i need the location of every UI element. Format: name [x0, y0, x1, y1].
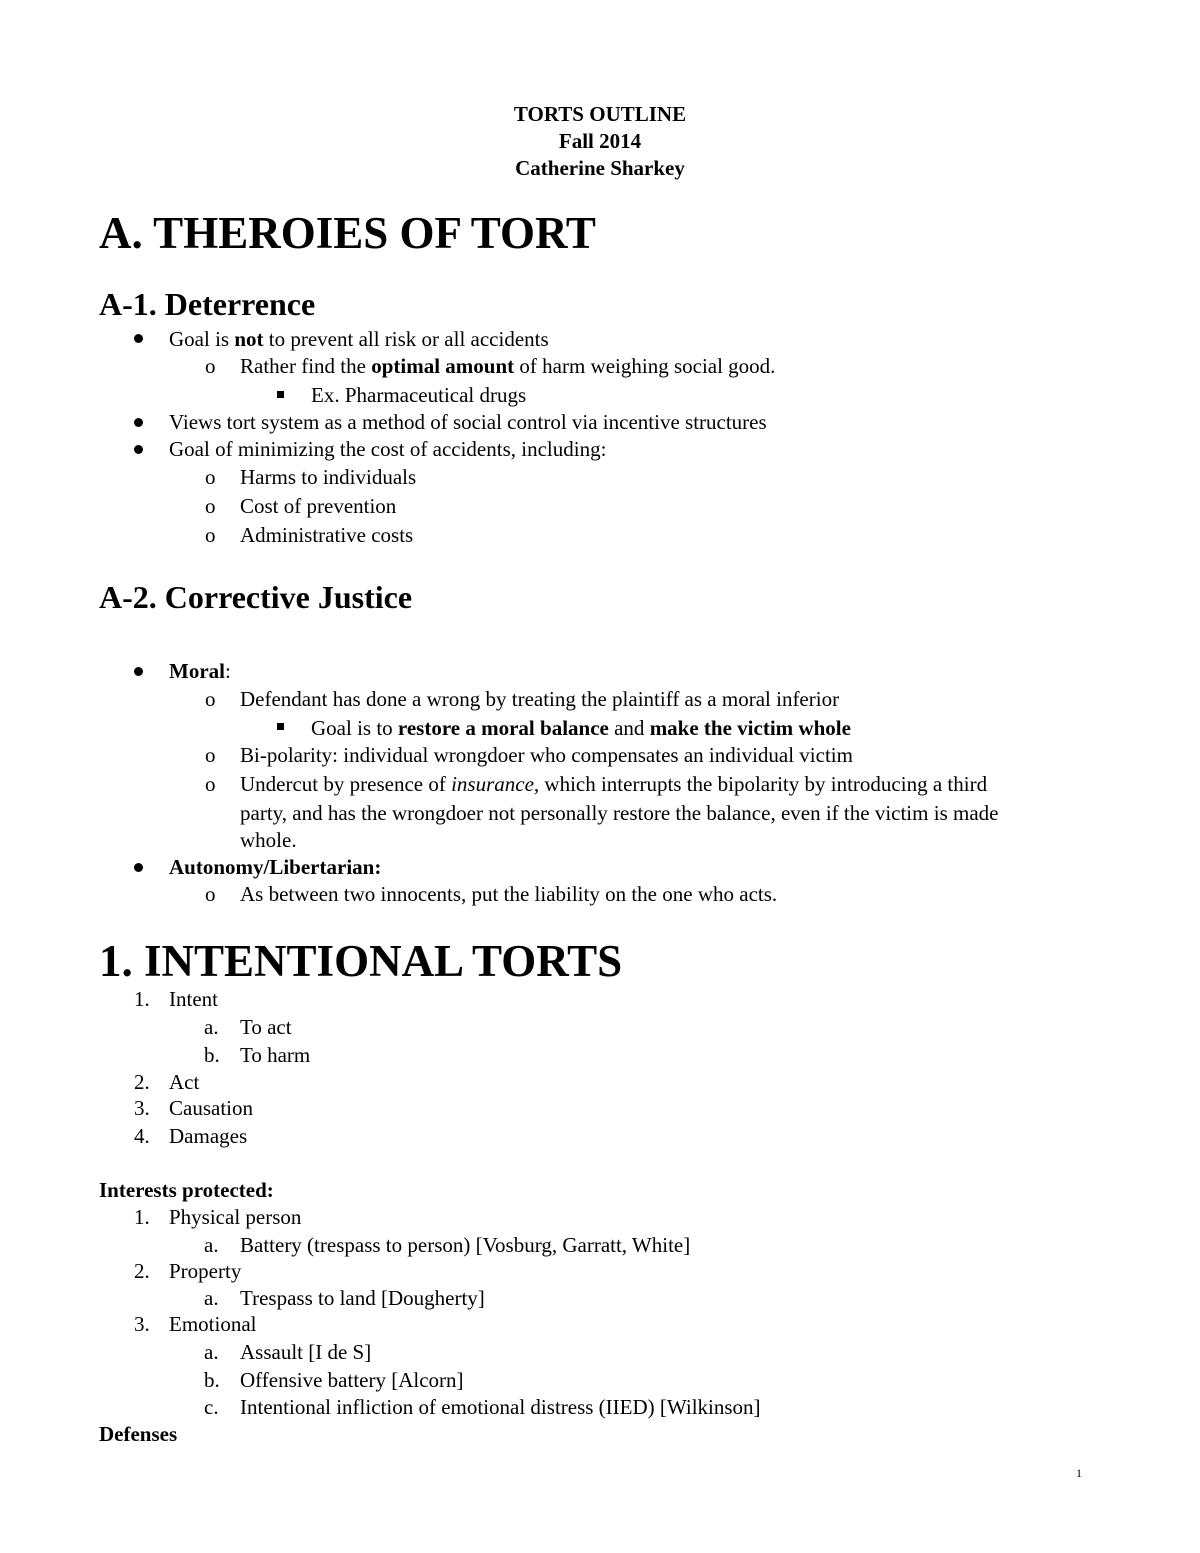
list-item: Emotional	[169, 1312, 257, 1336]
list-item: Physical person	[169, 1205, 302, 1229]
list-item: Harms to individuals	[240, 465, 417, 489]
circle-bullet-icon: o	[205, 523, 216, 547]
list-item: Bi-polarity: individual wrongdoer who compensates an individual victim	[240, 743, 853, 767]
list-item: To harm	[240, 1043, 311, 1067]
list-item: To act	[240, 1015, 292, 1039]
list-letter: a.	[204, 1340, 219, 1364]
list-number: 1.	[134, 1205, 150, 1229]
list-number: 3.	[134, 1312, 150, 1336]
list-number: 1.	[134, 987, 150, 1011]
doc-term: Fall 2014	[558, 129, 642, 153]
circle-bullet-icon: o	[205, 687, 216, 711]
circle-bullet-icon: o	[205, 354, 216, 378]
list-item: Property	[169, 1259, 242, 1283]
list-item: Goal is not to prevent all risk or all accidents	[169, 327, 549, 351]
list-item: As between two innocents, put the liability on the one who acts.	[240, 882, 778, 906]
list-item: Goal of minimizing the cost of accidents, including:	[169, 437, 607, 461]
page-number: 1	[1076, 1466, 1082, 1480]
circle-bullet-icon: o	[205, 743, 216, 767]
list-item: Moral:	[169, 659, 231, 683]
doc-title: TORTS OUTLINE	[513, 102, 687, 126]
section-a2-heading: A-2. Corrective Justice	[99, 579, 413, 615]
list-item: Intentional infliction of emotional distress (IIED) [Wilkinson]	[240, 1395, 761, 1419]
list-item: Ex. Pharmaceutical drugs	[311, 383, 527, 407]
defenses-label: Defenses	[99, 1422, 178, 1446]
list-item: Autonomy/Libertarian:	[169, 855, 382, 879]
list-item: Act	[169, 1070, 200, 1094]
list-item: Causation	[169, 1096, 253, 1120]
section-a-heading: A. THEROIES OF TORT	[99, 208, 596, 258]
list-item: Intent	[169, 987, 218, 1011]
bullet-icon	[134, 334, 143, 343]
section-1-heading: 1. INTENTIONAL TORTS	[99, 936, 623, 986]
list-number: 2.	[134, 1070, 150, 1094]
list-item: Trespass to land [Dougherty]	[240, 1286, 485, 1310]
list-item: Administrative costs	[240, 523, 414, 547]
list-item: Cost of prevention	[240, 494, 397, 518]
list-number: 3.	[134, 1096, 150, 1120]
list-letter: a.	[204, 1286, 219, 1310]
list-item: Rather find the optimal amount of harm weighing social good.	[240, 354, 776, 378]
list-item: Undercut by presence of insurance, which interrupts the bipolarity by introducing a third	[240, 772, 988, 796]
bullet-icon	[134, 863, 143, 872]
list-number: 2.	[134, 1259, 150, 1283]
list-item-continuation: party, and has the wrongdoer not personally restore the balance, even if the victim is made	[240, 801, 999, 825]
list-letter: a.	[204, 1233, 219, 1257]
list-item: Defendant has done a wrong by treating the plaintiff as a moral inferior	[240, 687, 840, 711]
circle-bullet-icon: o	[205, 494, 216, 518]
circle-bullet-icon: o	[205, 882, 216, 906]
list-item: Battery (trespass to person) [Vosburg, Garratt, White]	[240, 1233, 691, 1257]
section-a1-heading: A-1. Deterrence	[99, 286, 316, 322]
list-letter: b.	[204, 1368, 220, 1392]
circle-bullet-icon: o	[205, 772, 216, 796]
bullet-icon	[134, 418, 143, 427]
list-item: Assault [I de S]	[240, 1340, 372, 1364]
list-letter: b.	[204, 1043, 220, 1067]
list-letter: a.	[204, 1015, 219, 1039]
list-number: 4.	[134, 1124, 150, 1148]
list-item: Goal is to restore a moral balance and make the victim whole	[311, 716, 851, 740]
circle-bullet-icon: o	[205, 465, 216, 489]
list-item: Views tort system as a method of social control via incentive structures	[169, 410, 767, 434]
bullet-icon	[134, 667, 143, 676]
list-item-continuation: whole.	[240, 828, 297, 852]
doc-author: Catherine Sharkey	[515, 156, 685, 180]
list-letter: c.	[204, 1395, 219, 1419]
interests-label: Interests protected:	[99, 1178, 274, 1202]
bullet-icon	[134, 445, 143, 454]
square-bullet-icon	[277, 391, 284, 398]
list-item: Damages	[169, 1124, 248, 1148]
square-bullet-icon	[277, 723, 284, 730]
list-item: Offensive battery [Alcorn]	[240, 1368, 464, 1392]
